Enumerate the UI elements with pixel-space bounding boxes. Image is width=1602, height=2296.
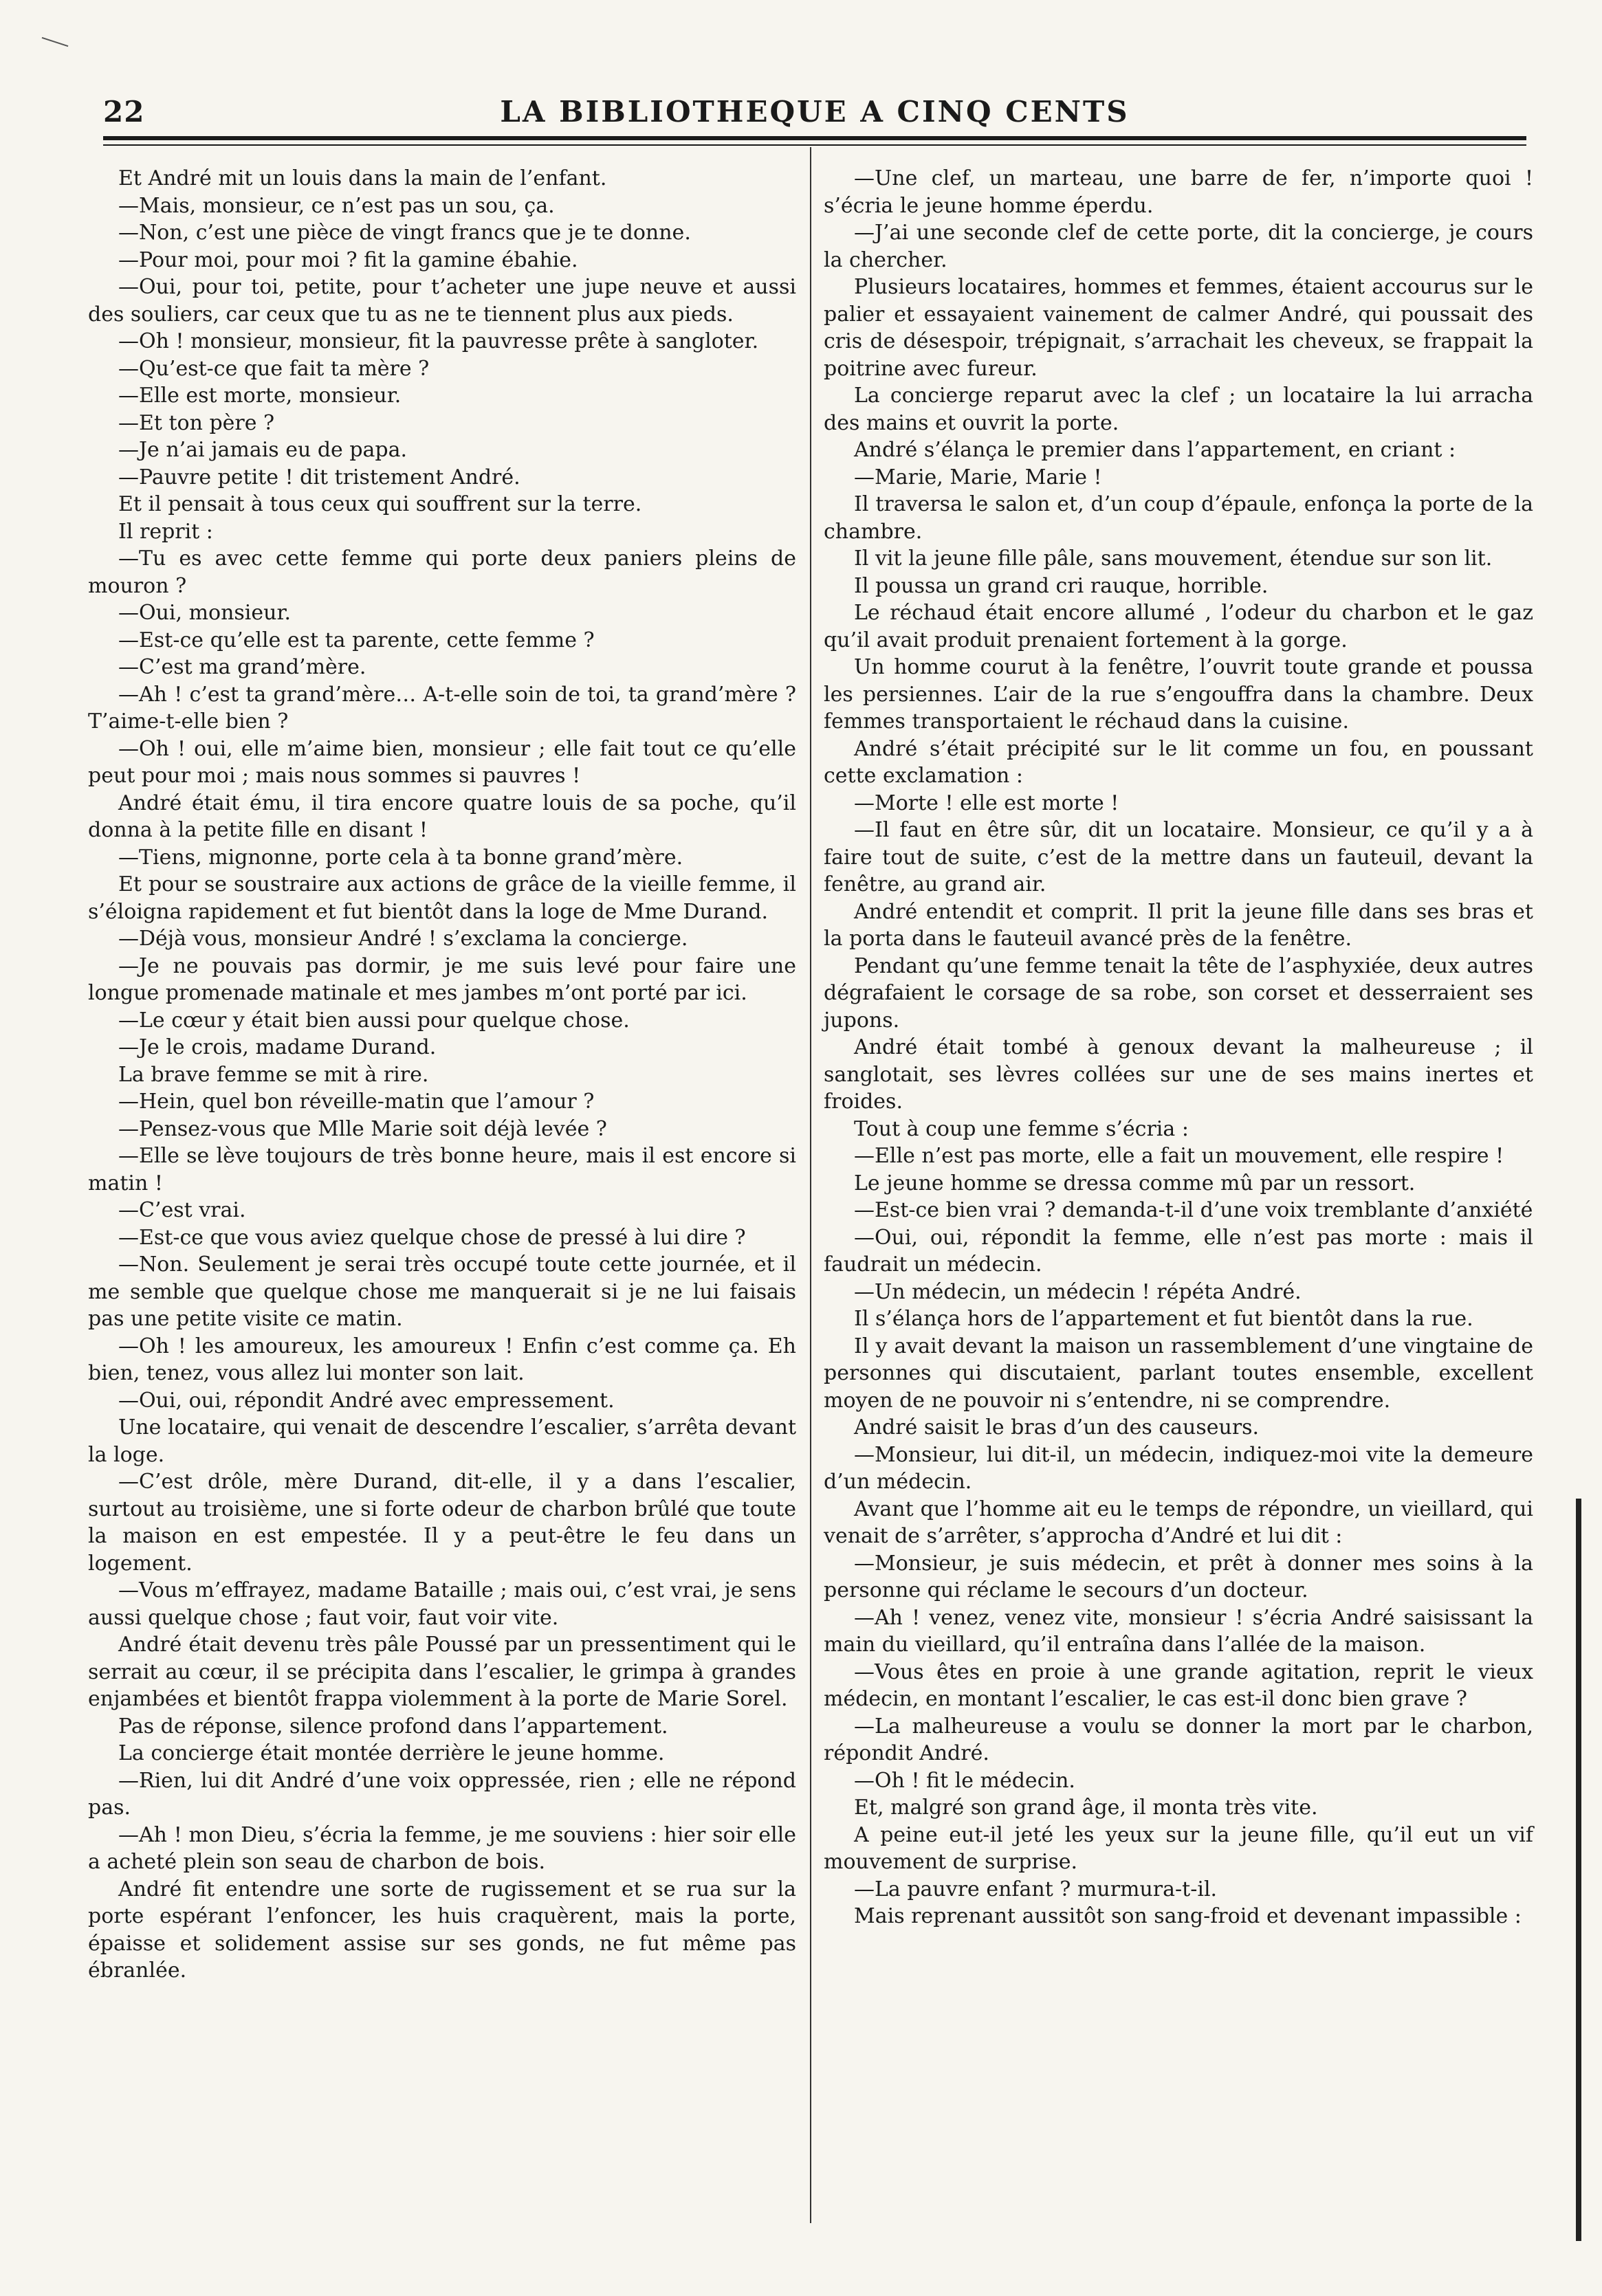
paragraph: —Vous m’effrayez, madame Bataille ; mais oui, c’est vrai, je sens aussi quelque chose ; faut voir, faut voir vite.	[88, 1578, 796, 1630]
paragraph: —Est-ce qu’elle est ta parente, cette femme ?	[118, 628, 595, 652]
paragraph: —Oui, monsieur.	[118, 601, 292, 625]
paragraph: Pas de réponse, silence profond dans l’appartement.	[118, 1714, 668, 1738]
paragraph: —Mais, monsieur, ce n’est pas un sou, ça.	[118, 193, 555, 218]
paragraph: Le réchaud était encore allumé , l’odeur du charbon et le gaz qu’il avait produit prenaient fortement à la gorge.	[824, 601, 1533, 652]
paragraph: Il vit la jeune fille pâle, sans mouvement, étendue sur son lit.	[854, 547, 1493, 571]
paragraph: André était devenu très pâle Poussé par un pressentiment qui le serrait au cœur, il se précipita dans l’escalier, le grimpa à grandes enjambées et bientôt frappa violemment à la porte de Marie Sorel.	[88, 1633, 796, 1711]
paragraph: —Rien, lui dit André d’une voix oppressée, rien ; elle ne répond pas.	[88, 1768, 796, 1820]
paragraph: —Est-ce bien vrai ? demanda-t-il d’une voix tremblante d’anxiété	[854, 1198, 1533, 1222]
paragraph: —C’est vrai.	[118, 1198, 246, 1222]
paragraph: —Oh ! oui, elle m’aime bien, monsieur ; elle fait tout ce qu’elle peut pour moi ; mais nous sommes si pauvres !	[88, 736, 796, 788]
paragraph: —J’ai une seconde clef de cette porte, dit la concierge, je cours la chercher.	[824, 221, 1533, 272]
paragraph: Il traversa le salon et, d’un coup d’épaule, enfonça la porte de la chambre.	[824, 492, 1533, 544]
paragraph: —Déjà vous, monsieur André ! s’exclama la concierge.	[118, 927, 688, 951]
paragraph: Il y avait devant la maison un rassemblement d’une vingtaine de personnes qui discutaient, parlant toutes ensemble, excellent moyen de ne pouvoir ni s’entendre, ni se comprendre.	[824, 1334, 1533, 1413]
paragraph: La concierge était montée derrière le jeune homme.	[118, 1741, 665, 1765]
paragraph: —Oh ! fit le médecin.	[854, 1768, 1075, 1793]
paragraph: Et il pensait à tous ceux qui souffrent sur la terre.	[118, 492, 642, 516]
paragraph: —Monsieur, je suis médecin, et prêt à donner mes soins à la personne qui réclame le secours d’un docteur.	[824, 1551, 1533, 1602]
paragraph: André était tombé à genoux devant la malheureuse ; il sanglotait, ses lèvres collées sur une de ses mains inertes et froides.	[824, 1035, 1533, 1114]
column-divider	[810, 147, 811, 2223]
paragraph: —Non. Seulement je serai très occupé toute cette journée, et il me semble que quelque chose me manquerait si je ne lui faisais pas une petite visite ce matin.	[88, 1252, 796, 1331]
paragraph: —Ah ! c’est ta grand’mère… A-t-elle soin de toi, ta grand’mère ? T’aime-t-elle bien ?	[88, 682, 796, 733]
paragraph: Avant que l’homme ait eu le temps de répondre, un vieillard, qui venait de s’arrêter, s’approcha d’André et lui dit :	[824, 1497, 1533, 1548]
paragraph: Et, malgré son grand âge, il monta très vite.	[854, 1796, 1318, 1820]
paragraph: —Est-ce que vous aviez quelque chose de pressé à lui dire ?	[118, 1225, 746, 1250]
paragraph: —Tiens, mignonne, porte cela à ta bonne grand’mère.	[118, 845, 683, 870]
running-title: LA BIBLIOTHEQUE A CINQ CENTS	[500, 95, 1130, 129]
paragraph: —Je le crois, madame Durand.	[118, 1035, 437, 1059]
paragraph: —Le cœur y était bien aussi pour quelque chose.	[118, 1008, 630, 1033]
paragraph: —C’est drôle, mère Durand, dit-elle, il y a dans l’escalier, surtout au troisième, une si forte odeur de charbon brûlé que toute la maison en est empestée. Il y a peut-être le feu dans un logement.	[88, 1470, 796, 1576]
paragraph: —Non, c’est une pièce de vingt francs que je te donne.	[118, 221, 691, 245]
paragraph: Il s’élança hors de l’appartement et fut bientôt dans la rue.	[854, 1307, 1473, 1331]
paragraph: —Morte ! elle est morte !	[854, 791, 1119, 815]
paragraph: Mais reprenant aussitôt son sang-froid et devenant impassible :	[854, 1904, 1522, 1928]
paragraph: Le jeune homme se dressa comme mû par un ressort.	[854, 1171, 1416, 1195]
paragraph: Un homme courut à la fenêtre, l’ouvrit toute grande et poussa les persiennes. L’air de la rue s’engouffra dans la chambre. Deux femmes transportaient le réchaud dans la cuisine.	[824, 655, 1533, 733]
paragraph: —C’est ma grand’mère.	[118, 655, 366, 679]
page-header	[103, 95, 1526, 136]
paragraph: —Elle est morte, monsieur.	[118, 384, 402, 408]
right-column	[824, 165, 1533, 1930]
paragraph: André s’était précipité sur le lit comme un fou, en poussant cette exclamation :	[824, 736, 1533, 788]
paragraph: —Une clef, un marteau, une barre de fer, n’importe quoi ! s’écria le jeune homme éperdu.	[824, 166, 1533, 218]
paragraph: —Pauvre petite ! dit tristement André.	[118, 465, 520, 489]
paragraph: —Ah ! venez, venez vite, monsieur ! s’écria André saisissant la main du vieillard, qu’il entraîna dans l’allée de la maison.	[824, 1605, 1533, 1657]
paragraph: Plusieurs locataires, hommes et femmes, étaient accourus sur le palier et essayaient vainement de calmer André, qui poussait des cris de désespoir, trépignait, s’arrachait les cheveux, se frappait la poitrine avec fureur.	[824, 275, 1533, 381]
header-rule-thin	[103, 144, 1526, 146]
paragraph: —Je ne pouvais pas dormir, je me suis levé pour faire une longue promenade matinale et mes jambes m’ont porté par ici.	[88, 953, 796, 1005]
paragraph: —Tu es avec cette femme qui porte deux paniers pleins de mouron ?	[88, 547, 796, 598]
paragraph: —Oh ! les amoureux, les amoureux ! Enfin c’est comme ça. Eh bien, tenez, vous allez lui monter son lait.	[88, 1334, 796, 1385]
scan-artifact	[42, 37, 69, 47]
paragraph: —Qu’est-ce que fait ta mère ?	[118, 356, 430, 381]
paragraph: André fit entendre une sorte de rugissement et se rua sur la porte espérant l’enfoncer, les huis craquèrent, mais la porte, épaisse et solidement assise sur ses gonds, ne fut même pas ébranlée.	[88, 1877, 796, 1983]
paragraph: A peine eut-il jeté les yeux sur la jeune fille, qu’il eut un vif mouvement de surprise.	[824, 1822, 1533, 1874]
paragraph: —Pour moi, pour moi ? fit la gamine ébahie.	[118, 247, 578, 272]
paragraph: Tout à coup une femme s’écria :	[854, 1116, 1189, 1141]
paragraph: Et pour se soustraire aux actions de grâce de la vieille femme, il s’éloigna rapidement et fut bientôt dans la loge de Mme Durand.	[88, 872, 796, 924]
paragraph: —Vous êtes en proie à une grande agitation, reprit le vieux médecin, en montant l’escalier, le cas est-il donc bien grave ?	[824, 1659, 1533, 1711]
paragraph: —Hein, quel bon réveille-matin que l’amour ?	[118, 1090, 595, 1114]
page-number: 22	[103, 95, 145, 129]
paragraph: Il reprit :	[118, 519, 213, 544]
paragraph: —Un médecin, un médecin ! répéta André.	[854, 1279, 1302, 1304]
paragraph: —Elle n’est pas morte, elle a fait un mouvement, elle respire !	[854, 1144, 1504, 1168]
header-rule-thick	[103, 136, 1526, 140]
paragraph: —Oui, oui, répondit la femme, elle n’est pas morte : mais il faudrait un médecin.	[824, 1225, 1533, 1277]
paragraph: Une locataire, qui venait de descendre l’escalier, s’arrêta devant la loge.	[88, 1415, 796, 1467]
paragraph: Il poussa un grand cri rauque, horrible.	[854, 573, 1269, 598]
paragraph: Et André mit un louis dans la main de l’enfant.	[118, 166, 607, 190]
paragraph: Pendant qu’une femme tenait la tête de l’asphyxiée, deux autres dégrafaient le corsage de sa robe, son corset et desserraient ses jupons.	[824, 953, 1533, 1033]
paragraph: —Ah ! mon Dieu, s’écria la femme, je me souviens : hier soir elle a acheté plein son seau de charbon de bois.	[88, 1822, 796, 1874]
paragraph: —Et ton père ?	[118, 410, 275, 435]
paragraph: André saisit le bras d’un des causeurs.	[854, 1415, 1260, 1439]
paragraph: —Je n’ai jamais eu de papa.	[118, 438, 408, 462]
left-column	[88, 165, 796, 1985]
paragraph: La brave femme se mit à rire.	[118, 1062, 429, 1087]
paragraph: La concierge reparut avec la clef ; un locataire la lui arracha des mains et ouvrit la porte.	[824, 384, 1533, 435]
paragraph: André entendit et comprit. Il prit la jeune fille dans ses bras et la porta dans le fauteuil avancé près de la fenêtre.	[824, 899, 1533, 951]
paragraph: —La pauvre enfant ? murmura-t-il.	[854, 1877, 1218, 1901]
paragraph: —Marie, Marie, Marie !	[854, 465, 1102, 489]
paragraph: André était ému, il tira encore quatre louis de sa poche, qu’il donna à la petite fille en disant !	[88, 791, 796, 842]
paragraph: André s’élança le premier dans l’appartement, en criant :	[854, 438, 1456, 462]
paragraph: —Oui, pour toi, petite, pour t’acheter une jupe neuve et aussi des souliers, car ceux que tu as ne te tiennent plus aux pieds.	[88, 275, 796, 327]
paragraph: —Elle se lève toujours de très bonne heure, mais il est encore si matin !	[88, 1144, 796, 1195]
paragraph: —Oh ! monsieur, monsieur, fit la pauvresse prête à sangloter.	[118, 329, 759, 353]
paragraph: —Pensez-vous que Mlle Marie soit déjà levée ?	[118, 1116, 607, 1141]
paragraph: —Il faut en être sûr, dit un locataire. Monsieur, ce qu’il y a à faire tout de suite, c’est de la mettre dans un fauteuil, devant la fenêtre, au grand air.	[824, 818, 1533, 896]
paragraph: —Oui, oui, répondit André avec empressement.	[118, 1388, 615, 1413]
scan-edge-bar	[1576, 1499, 1581, 2241]
paragraph: —La malheureuse a voulu se donner la mort par le charbon, répondit André.	[824, 1714, 1533, 1765]
paragraph: —Monsieur, lui dit-il, un médecin, indiquez-moi vite la demeure d’un médecin.	[824, 1442, 1533, 1494]
